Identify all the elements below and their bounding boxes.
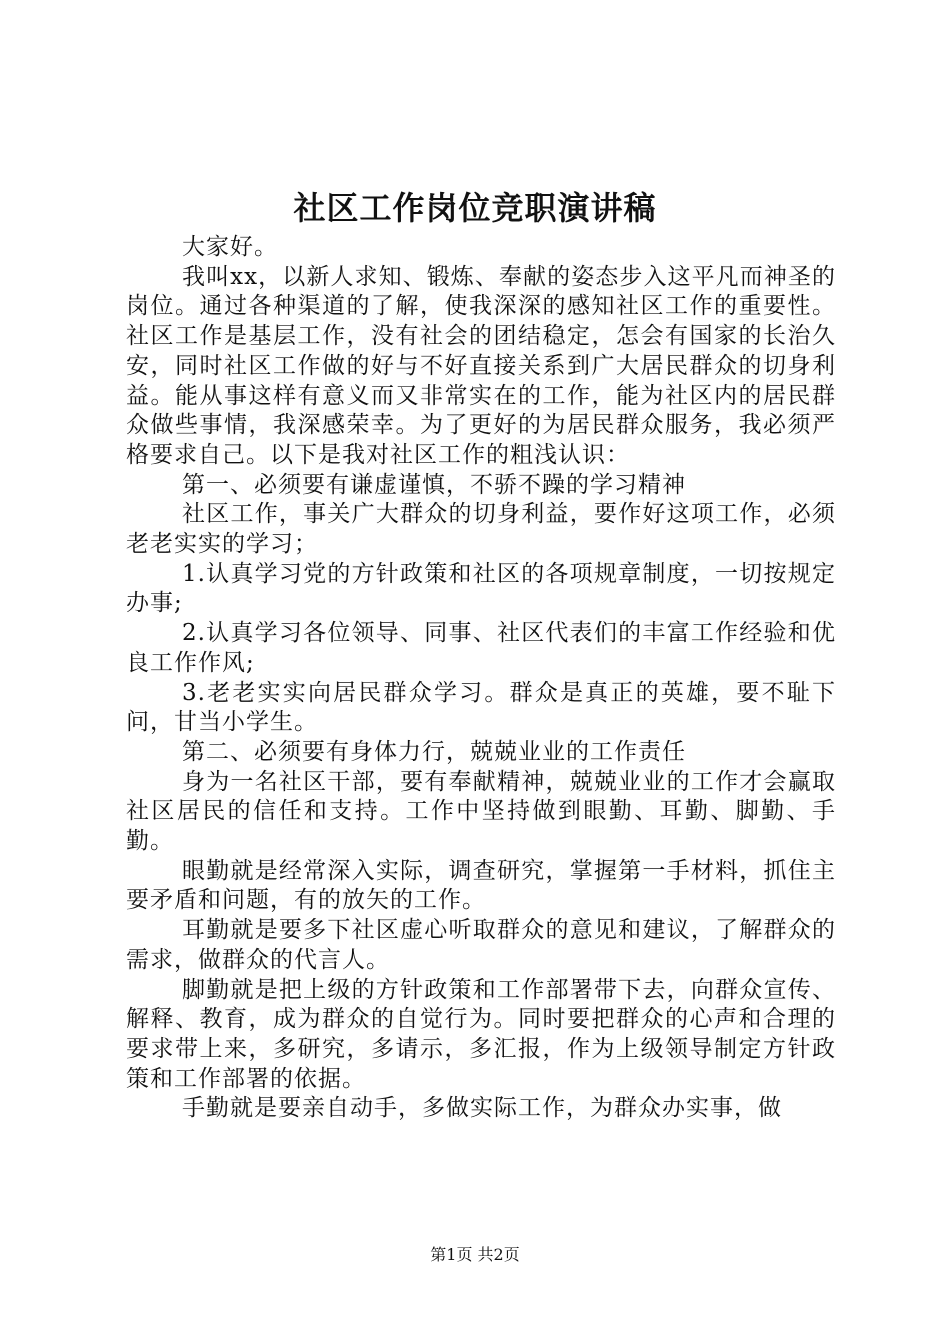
document-body: [126, 233, 836, 1124]
paragraph-responsibility: 身为一名社区干部，要有奉献精神，兢兢业业的工作才会赢取社区居民的信任和支持。工作中坚持做到眼勤、耳勤、脚勤、手勤。: [126, 768, 836, 855]
list-item-3: 3.老老实实向居民群众学习。群众是真正的英雄，要不耻下问，甘当小学生。: [126, 679, 836, 736]
paragraph-hands: 手勤就是要亲自动手，多做实际工作，为群众办实事，做: [182, 1095, 782, 1122]
paragraph-feet: 脚勤就是把上级的方针政策和工作部署带下去，向群众宣传、解释、教育，成为群众的自觉行为。同时要把群众的心声和合理的要求带上来，多研究，多请示，多汇报，作为上级领导制定方针政策和工作部署的依据。: [126, 976, 836, 1092]
paragraph-ears: 耳勤就是要多下社区虚心听取群众的意见和建议，了解群众的需求，做群众的代言人。: [126, 917, 836, 973]
paragraph-introduction: 我叫xx，以新人求知、锻炼、奉献的姿态步入这平凡而神圣的岗位。通过各种渠道的了解，使我深深的感知社区工作的重要性。社区工作是基层工作，没有社会的团结稳定，怎会有国家的长治久安，同时社区工作做的好与不好直接关系到广大居民群众的切身利益。能从事这样有意义而又非常实在的工作，能为社区内的居民群众做些事情，我深感荣幸。为了更好的为居民群众服务，我必须严格要求自己。以下是我对社区工作的粗浅认识：: [126, 263, 836, 468]
list-item-1: 1.认真学习党的方针政策和社区的各项规章制度，一切按规定办事;: [126, 560, 836, 617]
paragraph-eyes: 眼勤就是经常深入实际，调查研究，掌握第一手材料，抓住主要矛盾和问题，有的放矢的工作。: [126, 857, 836, 914]
paragraph-greeting: 大家好。: [182, 234, 278, 260]
list-item-2: 2.认真学习各位领导、同事、社区代表们的丰富工作经验和优良工作作风;: [126, 620, 836, 676]
paragraph-study: 社区工作，事关广大群众的切身利益，要作好这项工作，必须老老实实的学习；: [126, 501, 836, 558]
document-title: 社区工作岗位竞职演讲稿: [293, 189, 657, 227]
section-heading-first: 第一、必须要有谦虚谨慎，不骄不躁的学习精神: [182, 471, 686, 498]
page-footer: 第1页 共2页: [430, 1245, 520, 1264]
section-heading-second: 第二、必须要有身体力行，兢兢业业的工作责任: [182, 738, 686, 765]
